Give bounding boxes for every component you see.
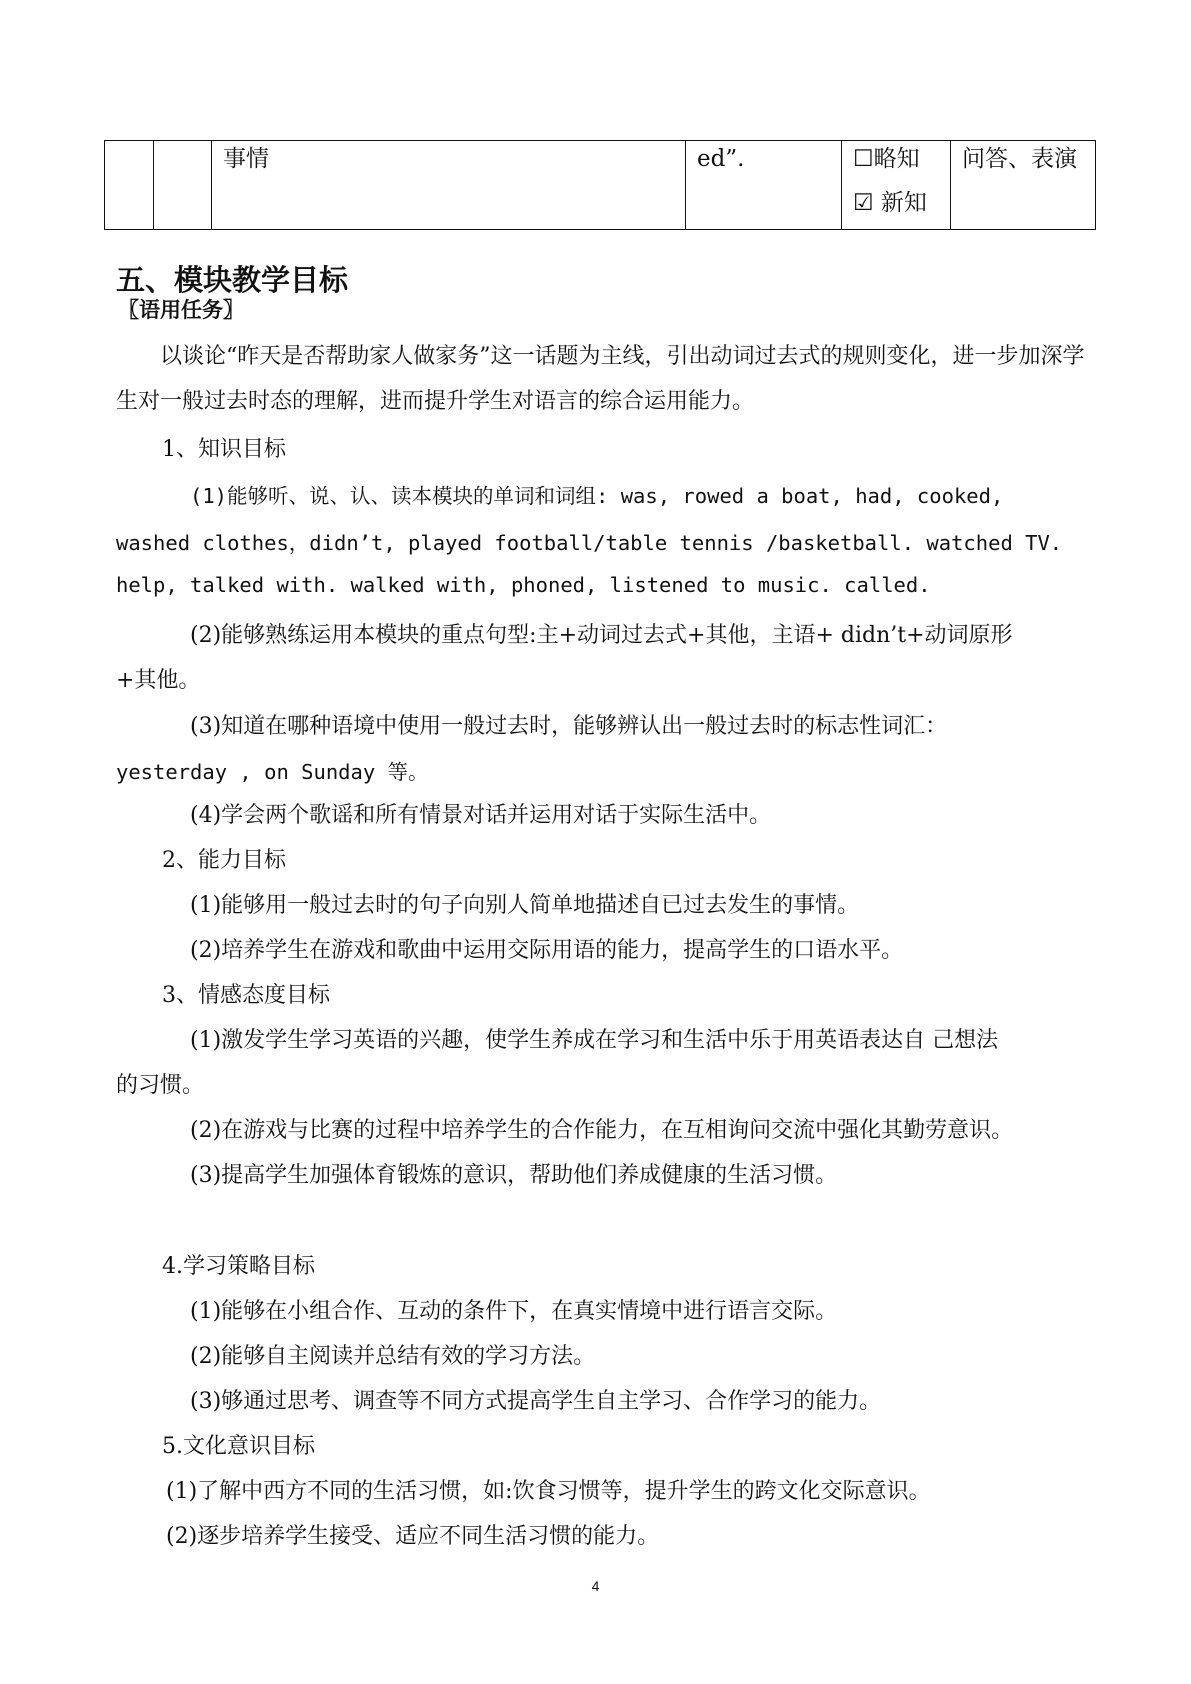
knowledge-item3-line2: yesterday , on Sunday 等。 bbox=[116, 760, 429, 784]
strategy-item3: (3)够通过思考、调查等不同方式提高学生自主学习、合作学习的能力。 bbox=[190, 1389, 882, 1414]
table-divider bbox=[211, 141, 212, 229]
ability-heading: 2、能力目标 bbox=[162, 848, 286, 873]
ability-item1: (1)能够用一般过去时的句子向别人简单地描述自已过去发生的事情。 bbox=[190, 893, 860, 918]
knowledge-item4: (4)学会两个歌谣和所有情景对话并运用对话于实际生活中。 bbox=[190, 803, 772, 828]
knowledge-item2-line2: +其他。 bbox=[116, 668, 201, 693]
culture-item2: (2)逐步培养学生接受、适应不同生活习惯的能力。 bbox=[166, 1524, 660, 1549]
section-title: 五、模块教学目标 bbox=[116, 263, 349, 297]
knowledge-item2-line1: (2)能够熟练运用本模块的重点句型:主+动词过去式+其他，主语+ didn’t+动词原形 bbox=[190, 623, 1013, 648]
knowledge-item3-line1: (3)知道在哪种语境中使用一般过去时，能够辨认出一般过去时的标志性词汇： bbox=[190, 714, 948, 739]
emotion-item2: (2)在游戏与比赛的过程中培养学生的合作能力，在互相询问交流中强化其勤劳意识。 bbox=[190, 1118, 1014, 1143]
knowledge-item1-line2: washed clothes，didn’t, played football/table tennis /basketball. watched TV. bbox=[116, 531, 1063, 555]
strategy-heading: 4.学习策略目标 bbox=[162, 1254, 315, 1279]
emotion-item1-line2: 的习惯。 bbox=[116, 1073, 205, 1098]
section-subtitle: 〖语用任务〗 bbox=[118, 298, 244, 322]
ability-item2: (2)培养学生在游戏和歌曲中运用交际用语的能力，提高学生的口语水平。 bbox=[190, 938, 904, 963]
culture-heading: 5.文化意识目标 bbox=[162, 1434, 315, 1459]
table-divider bbox=[685, 141, 686, 229]
knowledge-heading: 1、知识目标 bbox=[162, 437, 286, 462]
emotion-item1-line1: (1)激发学生学习英语的兴趣，使学生养成在学习和生活中乐于用英语表达自 己想法 bbox=[190, 1028, 999, 1053]
table-divider bbox=[950, 141, 951, 229]
intro-paragraph: 以谈论“昨天是否帮助家人做家务”这一话题为主线，引出动词过去式的规则变化，进一步加深学生对一般过去时态的理解，进而提升学生对语言的综合运用能力。 bbox=[116, 344, 1085, 414]
strategy-item1: (1)能够在小组合作、互动的条件下，在真实情境中进行语言交际。 bbox=[190, 1299, 838, 1324]
option-new-checkbox: ☑ 新知 bbox=[853, 190, 927, 216]
strategy-item2: (2)能够自主阅读并总结有效的学习方法。 bbox=[190, 1344, 596, 1369]
knowledge-item1-line3: help, talked with. walked with, phoned, listened to music. called. bbox=[116, 573, 931, 597]
knowledge-item1-line1: (1)能够听、说、认、读本模块的单词和词组: was, rowed a boat, had, cooked, bbox=[190, 484, 1004, 508]
culture-item1: (1)了解中西方不同的生活习惯，如:饮食习惯等，提升学生的跨文化交际意识。 bbox=[166, 1479, 931, 1504]
cell-content: 事情 bbox=[223, 146, 269, 172]
cell-note: ed”. bbox=[697, 146, 745, 172]
page-number: 4 bbox=[591, 1578, 600, 1594]
lesson-table-row bbox=[104, 140, 1096, 230]
emotion-item3: (3)提高学生加强体育锻炼的意识，帮助他们养成健康的生活习惯。 bbox=[190, 1163, 838, 1188]
emotion-heading: 3、情感态度目标 bbox=[162, 983, 330, 1008]
option-brief-checkbox: ☐略知 bbox=[853, 146, 920, 172]
table-divider bbox=[841, 141, 842, 229]
table-divider bbox=[153, 141, 154, 229]
cell-method: 问答、表演 bbox=[962, 146, 1077, 172]
